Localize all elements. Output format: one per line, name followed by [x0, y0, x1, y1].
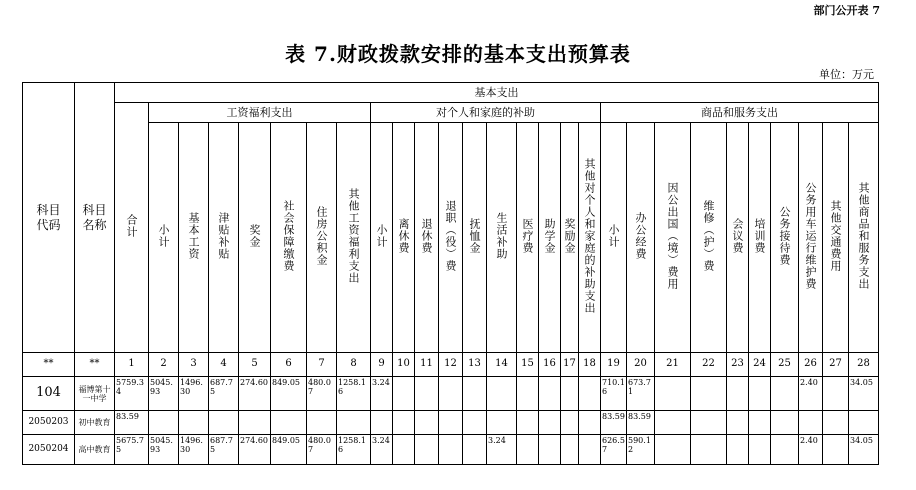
row-value — [799, 411, 823, 435]
row-value — [439, 411, 463, 435]
row-value: 849.05 — [271, 377, 307, 411]
table-row — [23, 411, 879, 435]
header-salary-col-2: 津贴补贴 — [209, 123, 239, 353]
index-cell: 23 — [727, 353, 749, 377]
header-goods-col-7: 公务用车运行维护费 — [799, 123, 823, 353]
table-row — [23, 435, 879, 465]
row-value: 83.59 — [115, 411, 149, 435]
page-title: 表 7.财政拨款安排的基本支出预算表 — [285, 42, 631, 66]
header-group-personal: 对个人和家庭的补助 — [371, 103, 601, 123]
header-personal-col-9: 其他对个人和家庭的补助支出 — [579, 123, 601, 353]
row-value: 5045.93 — [149, 435, 179, 465]
index-cell: 24 — [749, 353, 771, 377]
row-value — [561, 411, 579, 435]
header-salary-col-1: 基本工资 — [179, 123, 209, 353]
row-value — [209, 411, 239, 435]
row-value — [307, 411, 337, 435]
index-cell: 11 — [415, 353, 439, 377]
header-group-salary: 工资福利支出 — [149, 103, 371, 123]
row-value: 590.12 — [627, 435, 655, 465]
row-value — [239, 411, 271, 435]
index-cell: 25 — [771, 353, 799, 377]
table-row — [23, 377, 879, 411]
corner-label: 部门公开表 7 — [813, 4, 880, 17]
header-code: 科目代码 — [23, 83, 75, 353]
row-name: 初中教育 — [75, 411, 115, 435]
row-value: 849.05 — [271, 435, 307, 465]
row-value: 5759.34 — [115, 377, 149, 411]
index-cell: 28 — [849, 353, 879, 377]
row-value: 1258.16 — [337, 435, 371, 465]
header-goods-col-9: 其他商品和服务支出 — [849, 123, 879, 353]
index-cell: 26 — [799, 353, 823, 377]
row-value: 2.40 — [799, 377, 823, 411]
index-cell: 18 — [579, 353, 601, 377]
index-cell: 2 — [149, 353, 179, 377]
row-value — [487, 411, 517, 435]
index-cell: 12 — [439, 353, 463, 377]
row-code: 2050203 — [23, 411, 75, 435]
row-name: 福博第十一中学 — [75, 377, 115, 411]
header-goods-col-0: 小计 — [601, 123, 627, 353]
budget-table — [22, 82, 879, 465]
row-value — [655, 377, 691, 411]
row-value: 5045.93 — [149, 377, 179, 411]
row-value: 480.07 — [307, 435, 337, 465]
row-name: 高中教育 — [75, 435, 115, 465]
row-value: 673.71 — [627, 377, 655, 411]
row-value — [749, 435, 771, 465]
row-value — [771, 411, 799, 435]
header-personal-col-0: 小计 — [371, 123, 393, 353]
index-cell: 3 — [179, 353, 209, 377]
header-salary-col-6: 其他工资福利支出 — [337, 123, 371, 353]
row-value: 34.05 — [849, 377, 879, 411]
index-cell: 13 — [463, 353, 487, 377]
row-value — [727, 411, 749, 435]
row-value — [337, 411, 371, 435]
header-name: 科目名称 — [75, 83, 115, 353]
row-value: 3.24 — [371, 435, 393, 465]
index-cell: 4 — [209, 353, 239, 377]
row-value — [579, 435, 601, 465]
row-value — [749, 411, 771, 435]
row-value — [823, 411, 849, 435]
row-value — [655, 435, 691, 465]
row-value: 83.59 — [601, 411, 627, 435]
row-value — [823, 435, 849, 465]
row-value — [823, 377, 849, 411]
header-personal-col-3: 退职（役）费 — [439, 123, 463, 353]
row-value — [149, 411, 179, 435]
header-basic-expense: 基本支出 — [115, 83, 879, 103]
row-value — [691, 377, 727, 411]
row-value: 1258.16 — [337, 377, 371, 411]
row-value — [727, 435, 749, 465]
row-value — [539, 377, 561, 411]
header-salary-col-4: 社会保障缴费 — [271, 123, 307, 353]
row-value — [271, 411, 307, 435]
index-cell: 20 — [627, 353, 655, 377]
row-value — [439, 377, 463, 411]
row-value: 687.75 — [209, 377, 239, 411]
row-value — [749, 377, 771, 411]
row-value — [487, 377, 517, 411]
index-cell: 19 — [601, 353, 627, 377]
row-value — [771, 377, 799, 411]
row-value — [727, 377, 749, 411]
row-value: 5675.75 — [115, 435, 149, 465]
row-value — [179, 411, 209, 435]
header-goods-col-4: 会议费 — [727, 123, 749, 353]
row-value: 626.57 — [601, 435, 627, 465]
header-total: 合计 — [115, 103, 149, 353]
row-value: 1496.30 — [179, 377, 209, 411]
index-cell: ** — [75, 353, 115, 377]
row-value — [561, 377, 579, 411]
row-value — [771, 435, 799, 465]
row-value — [393, 377, 415, 411]
row-value — [439, 435, 463, 465]
row-value — [849, 411, 879, 435]
row-value — [415, 411, 439, 435]
index-cell: 15 — [517, 353, 539, 377]
row-value — [517, 377, 539, 411]
header-goods-col-6: 公务接待费 — [771, 123, 799, 353]
index-cell: 27 — [823, 353, 849, 377]
header-personal-col-7: 助学金 — [539, 123, 561, 353]
index-cell: 5 — [239, 353, 271, 377]
row-value — [517, 435, 539, 465]
row-code: 104 — [23, 377, 75, 411]
header-goods-col-8: 其他交通费用 — [823, 123, 849, 353]
header-group-goods: 商品和服务支出 — [601, 103, 879, 123]
row-value — [539, 411, 561, 435]
row-value — [579, 377, 601, 411]
unit-label: 单位：万元 — [819, 68, 874, 81]
index-cell: 8 — [337, 353, 371, 377]
row-value — [393, 411, 415, 435]
row-value: 34.05 — [849, 435, 879, 465]
index-cell: 9 — [371, 353, 393, 377]
header-personal-col-1: 离休费 — [393, 123, 415, 353]
header-personal-col-2: 退休费 — [415, 123, 439, 353]
header-salary-col-0: 小计 — [149, 123, 179, 353]
index-cell: 22 — [691, 353, 727, 377]
row-value — [691, 435, 727, 465]
index-cell: 10 — [393, 353, 415, 377]
index-cell: 21 — [655, 353, 691, 377]
header-personal-col-6: 医疗费 — [517, 123, 539, 353]
row-value — [463, 377, 487, 411]
header-goods-col-5: 培训费 — [749, 123, 771, 353]
row-value: 3.24 — [487, 435, 517, 465]
index-cell: 6 — [271, 353, 307, 377]
header-goods-col-3: 维修（护）费 — [691, 123, 727, 353]
row-value: 710.16 — [601, 377, 627, 411]
row-value: 3.24 — [371, 377, 393, 411]
row-value: 480.07 — [307, 377, 337, 411]
row-value — [415, 435, 439, 465]
row-value — [463, 435, 487, 465]
row-value — [517, 411, 539, 435]
row-value — [539, 435, 561, 465]
row-value: 274.60 — [239, 377, 271, 411]
index-cell: 14 — [487, 353, 517, 377]
row-value — [371, 411, 393, 435]
index-cell: 17 — [561, 353, 579, 377]
header-personal-col-5: 生活补助 — [487, 123, 517, 353]
header-goods-col-1: 办公经费 — [627, 123, 655, 353]
header-personal-col-4: 抚恤金 — [463, 123, 487, 353]
row-value — [655, 411, 691, 435]
row-value: 2.40 — [799, 435, 823, 465]
header-salary-col-3: 奖金 — [239, 123, 271, 353]
index-cell: 16 — [539, 353, 561, 377]
row-value — [415, 377, 439, 411]
row-value: 687.75 — [209, 435, 239, 465]
row-value — [579, 411, 601, 435]
row-value — [691, 411, 727, 435]
row-value: 1496.30 — [179, 435, 209, 465]
index-cell: 7 — [307, 353, 337, 377]
header-salary-col-5: 住房公积金 — [307, 123, 337, 353]
row-value — [393, 435, 415, 465]
row-value: 83.59 — [627, 411, 655, 435]
header-personal-col-8: 奖励金 — [561, 123, 579, 353]
header-goods-col-2: 因公出国（境）费用 — [655, 123, 691, 353]
index-cell: 1 — [115, 353, 149, 377]
row-value — [561, 435, 579, 465]
row-value — [463, 411, 487, 435]
row-value: 274.60 — [239, 435, 271, 465]
index-cell: ** — [23, 353, 75, 377]
row-code: 2050204 — [23, 435, 75, 465]
